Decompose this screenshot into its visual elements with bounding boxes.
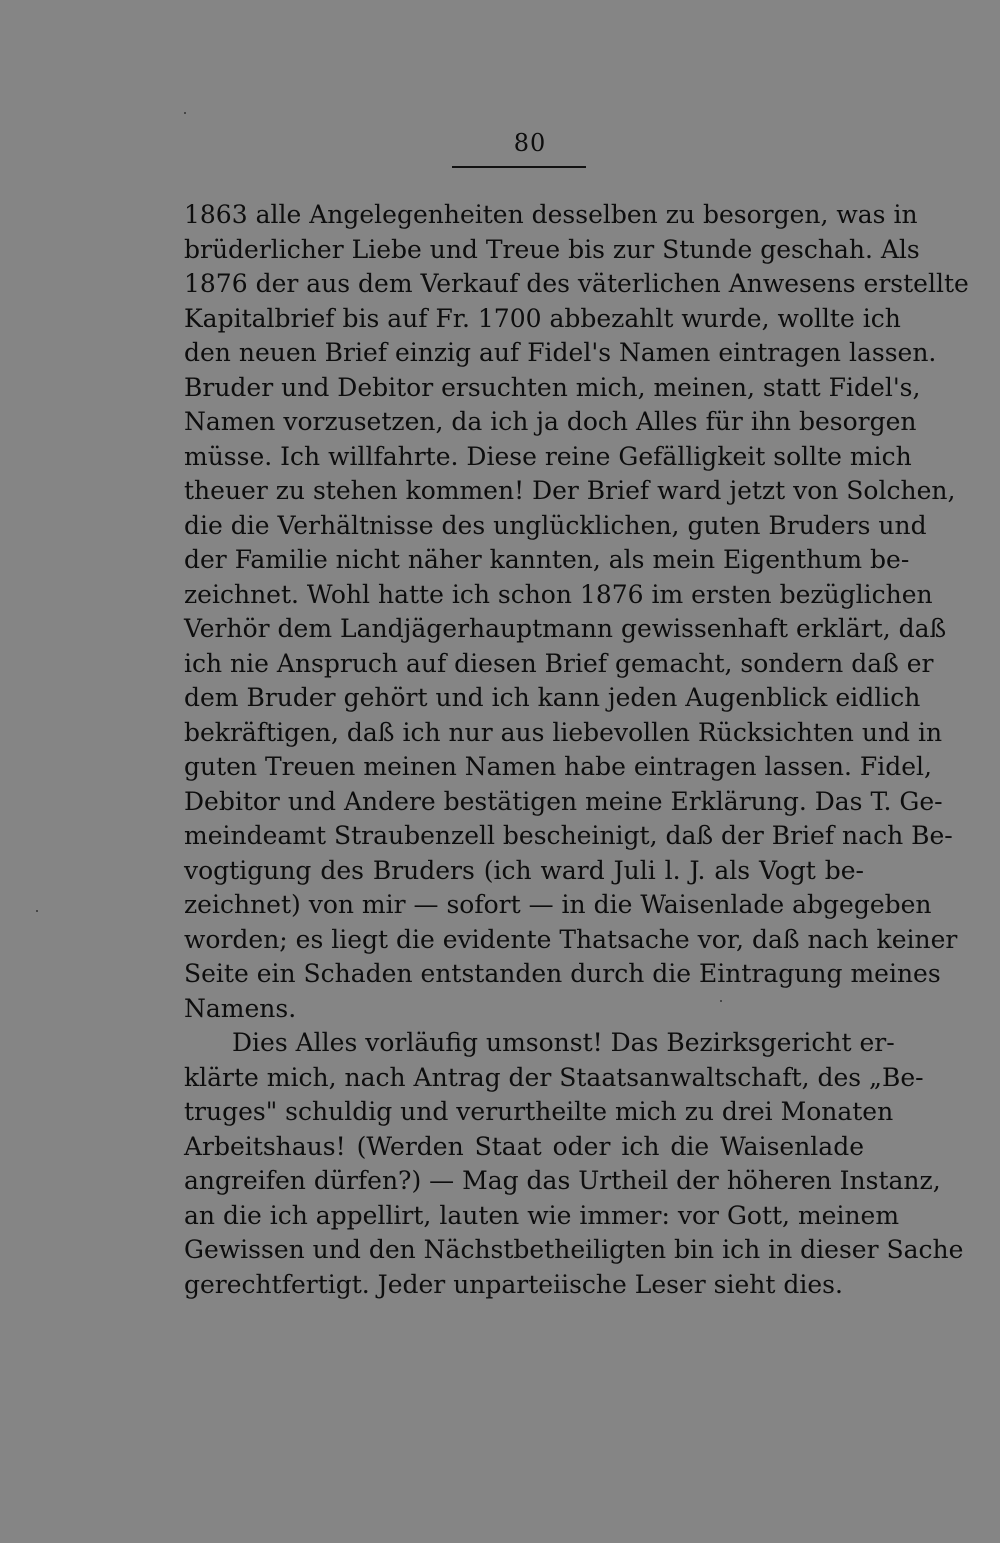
body-text	[184, 198, 969, 1302]
text-line: vogtigung des Bruders (ich ward Juli l. J. als Vogt be-	[184, 855, 864, 885]
text-line: dem Bruder gehört und ich kann jeden Augenblick eidlich	[184, 683, 921, 712]
text-line: Verhör dem Landjägerhauptmann gewissenhaft erklärt, daß	[184, 614, 947, 643]
text-line: angreifen dürfen?) — Mag das Urtheil der höheren Instanz,	[184, 1166, 941, 1195]
text-line: bekräftigen, daß ich nur aus liebevollen Rücksichten und in	[184, 717, 943, 747]
text-line: brüderlicher Liebe und Treue bis zur Stunde geschah. Als	[184, 234, 920, 264]
text-line: 1863 alle Angelegenheiten desselben zu besorgen, was in	[184, 200, 918, 229]
text-line: Kapitalbrief bis auf Fr. 1700 abbezahlt wurde, wollte ich	[184, 303, 901, 333]
text-line: Debitor und Andere bestätigen meine Erklärung. Das T. Ge-	[184, 786, 943, 816]
text-line: der Familie nicht näher kannten, als mein Eigenthum be-	[184, 545, 910, 574]
text-line: Bruder und Debitor ersuchten mich, meinen, statt Fidel's,	[184, 372, 921, 402]
text-line: meindeamt Straubenzell bescheinigt, daß der Brief nach Be-	[184, 821, 953, 850]
text-line: theuer zu stehen kommen! Der Brief ward jetzt von Solchen,	[184, 476, 956, 505]
page-number: 80	[513, 129, 547, 157]
text-line: 1876 der aus dem Verkauf des väterlichen Anwesens erstellte	[184, 269, 969, 298]
text-line: müsse. Ich willfahrte. Diese reine Gefälligkeit sollte mich	[184, 441, 912, 471]
text-line: Arbeitshaus! (Werden Staat oder ich die Waisenlade	[184, 1131, 864, 1161]
text-line: worden; es liegt die evidente Thatsache vor, daß nach keiner	[184, 924, 958, 954]
text-line: guten Treuen meinen Namen habe eintragen lassen. Fidel,	[184, 752, 932, 781]
text-line: ich nie Anspruch auf diesen Brief gemacht, sondern daß er	[184, 648, 934, 678]
text-line: truges" schuldig und verurtheilte mich zu drei Monaten	[184, 1097, 894, 1126]
text-line: an die ich appellirt, lauten wie immer: vor Gott, meinem	[184, 1200, 900, 1230]
scan-speck	[184, 112, 186, 114]
text-line: zeichnet) von mir — sofort — in die Waisenlade abgegeben	[184, 890, 932, 919]
text-line: Seite ein Schaden entstanden durch die Eintragung meines	[184, 959, 941, 988]
text-line: den neuen Brief einzig auf Fidel's Namen eintragen lassen.	[184, 338, 937, 367]
scan-speck	[720, 1000, 722, 1002]
paragraph-end-line: gerechtfertigt. Jeder unparteiische Leser sieht dies.	[184, 1269, 843, 1299]
text-line: klärte mich, nach Antrag der Staatsanwaltschaft, des „Be-	[184, 1062, 924, 1092]
text-line: zeichnet. Wohl hatte ich schon 1876 im ersten bezüglichen	[184, 579, 933, 609]
header-rule	[452, 166, 586, 168]
text-line: die die Verhältnisse des unglücklichen, guten Bruders und	[184, 510, 927, 540]
text-line: Namen vorzusetzen, da ich ja doch Alles für ihn besorgen	[184, 407, 917, 436]
paragraph-end-line: Namens.	[184, 993, 297, 1023]
text-line: Gewissen und den Nächstbetheiligten bin ich in dieser Sache	[184, 1235, 964, 1264]
paragraph-start-line: Dies Alles vorläufig umsonst! Das Bezirksgericht er-	[232, 1028, 895, 1057]
scan-speck	[36, 910, 38, 912]
